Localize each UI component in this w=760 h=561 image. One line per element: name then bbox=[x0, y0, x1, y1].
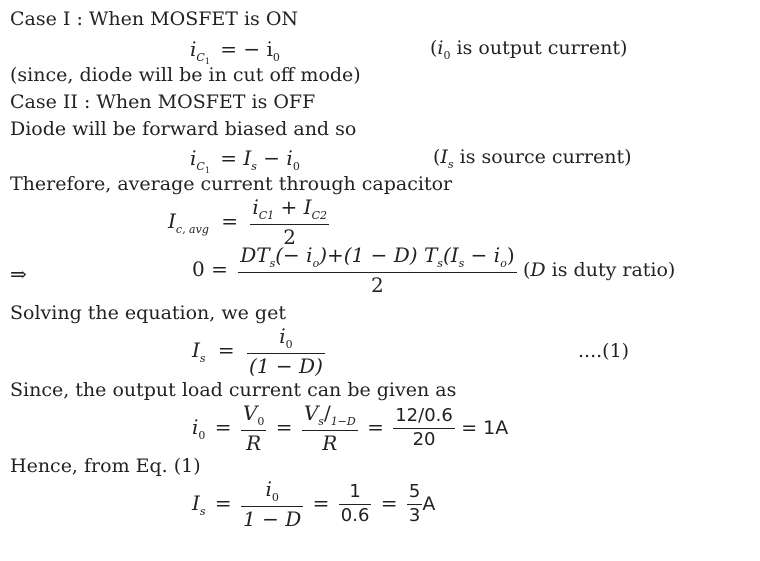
equation-ic1-on bbox=[190, 37, 280, 66]
equation-is: $I_s$ = $\frac{i_0}{(1 - D)}$ bbox=[192, 324, 323, 378]
eq1-note: ($i_0$ is output current) bbox=[430, 37, 628, 62]
therefore-text: Therefore, average current through capacitor bbox=[10, 173, 453, 195]
since-diode-text: (since, diode will be in cut off mode) bbox=[10, 64, 361, 86]
equation-ic-avg: $I_{c, avg}$ = $\frac{i_{C1} + I_{C2}}{2}$ bbox=[168, 195, 327, 249]
eq3-fraction: $\frac{i_{C1} + I_{C2}}{2}$ bbox=[252, 195, 327, 249]
hence-text: Hence, from Eq. (1) bbox=[10, 455, 201, 477]
eq1-rhs: = − $i_0$ bbox=[220, 37, 280, 64]
equation-is-result: $I_s$ = $\frac{i_0}{1 - D}$ = $\frac{1}{0.6}$ = $\frac{5}{3}$ A bbox=[192, 477, 436, 531]
case1-heading: Case I : When MOSFET is ON bbox=[10, 8, 299, 30]
since-output-text: Since, the output load current can be given as bbox=[10, 379, 457, 401]
eq4-fraction: $\frac{DT_s(- i_o)+(1 - D) T_s(I_s - i_o)}{2}$ bbox=[240, 243, 515, 297]
equation-i0: $i_0$ = $\frac{V_0}{R}$ = $\frac{V_s/_{1-D}}{R}$ = $\frac{12/0.6}{20}$ = 1A bbox=[192, 401, 509, 455]
eq1-lhs: i bbox=[190, 37, 197, 61]
eq1-lhs-sub: C1 bbox=[196, 51, 210, 67]
eq2-note: ($I_s$ is source current) bbox=[433, 146, 632, 171]
case2-heading: Case II : When MOSFET is OFF bbox=[10, 91, 316, 113]
equation-tag-1: ....(1) bbox=[578, 340, 630, 362]
equation-ic1-off: $i_{C_1} = I_s - i_0$ bbox=[190, 146, 300, 176]
implies-arrow: ⇒ bbox=[10, 262, 27, 286]
equation-capacitor-balance: 0 = $\frac{DT_s(- i_o)+(1 - D) T_s(I_s - i_o)}{2}$ (D is duty ratio) bbox=[192, 243, 676, 297]
eq5-fraction: $\frac{i_0}{(1 - D)}$ bbox=[249, 324, 323, 378]
diode-forward-text: Diode will be forward biased and so bbox=[10, 118, 357, 140]
solving-text: Solving the equation, we get bbox=[10, 302, 286, 324]
